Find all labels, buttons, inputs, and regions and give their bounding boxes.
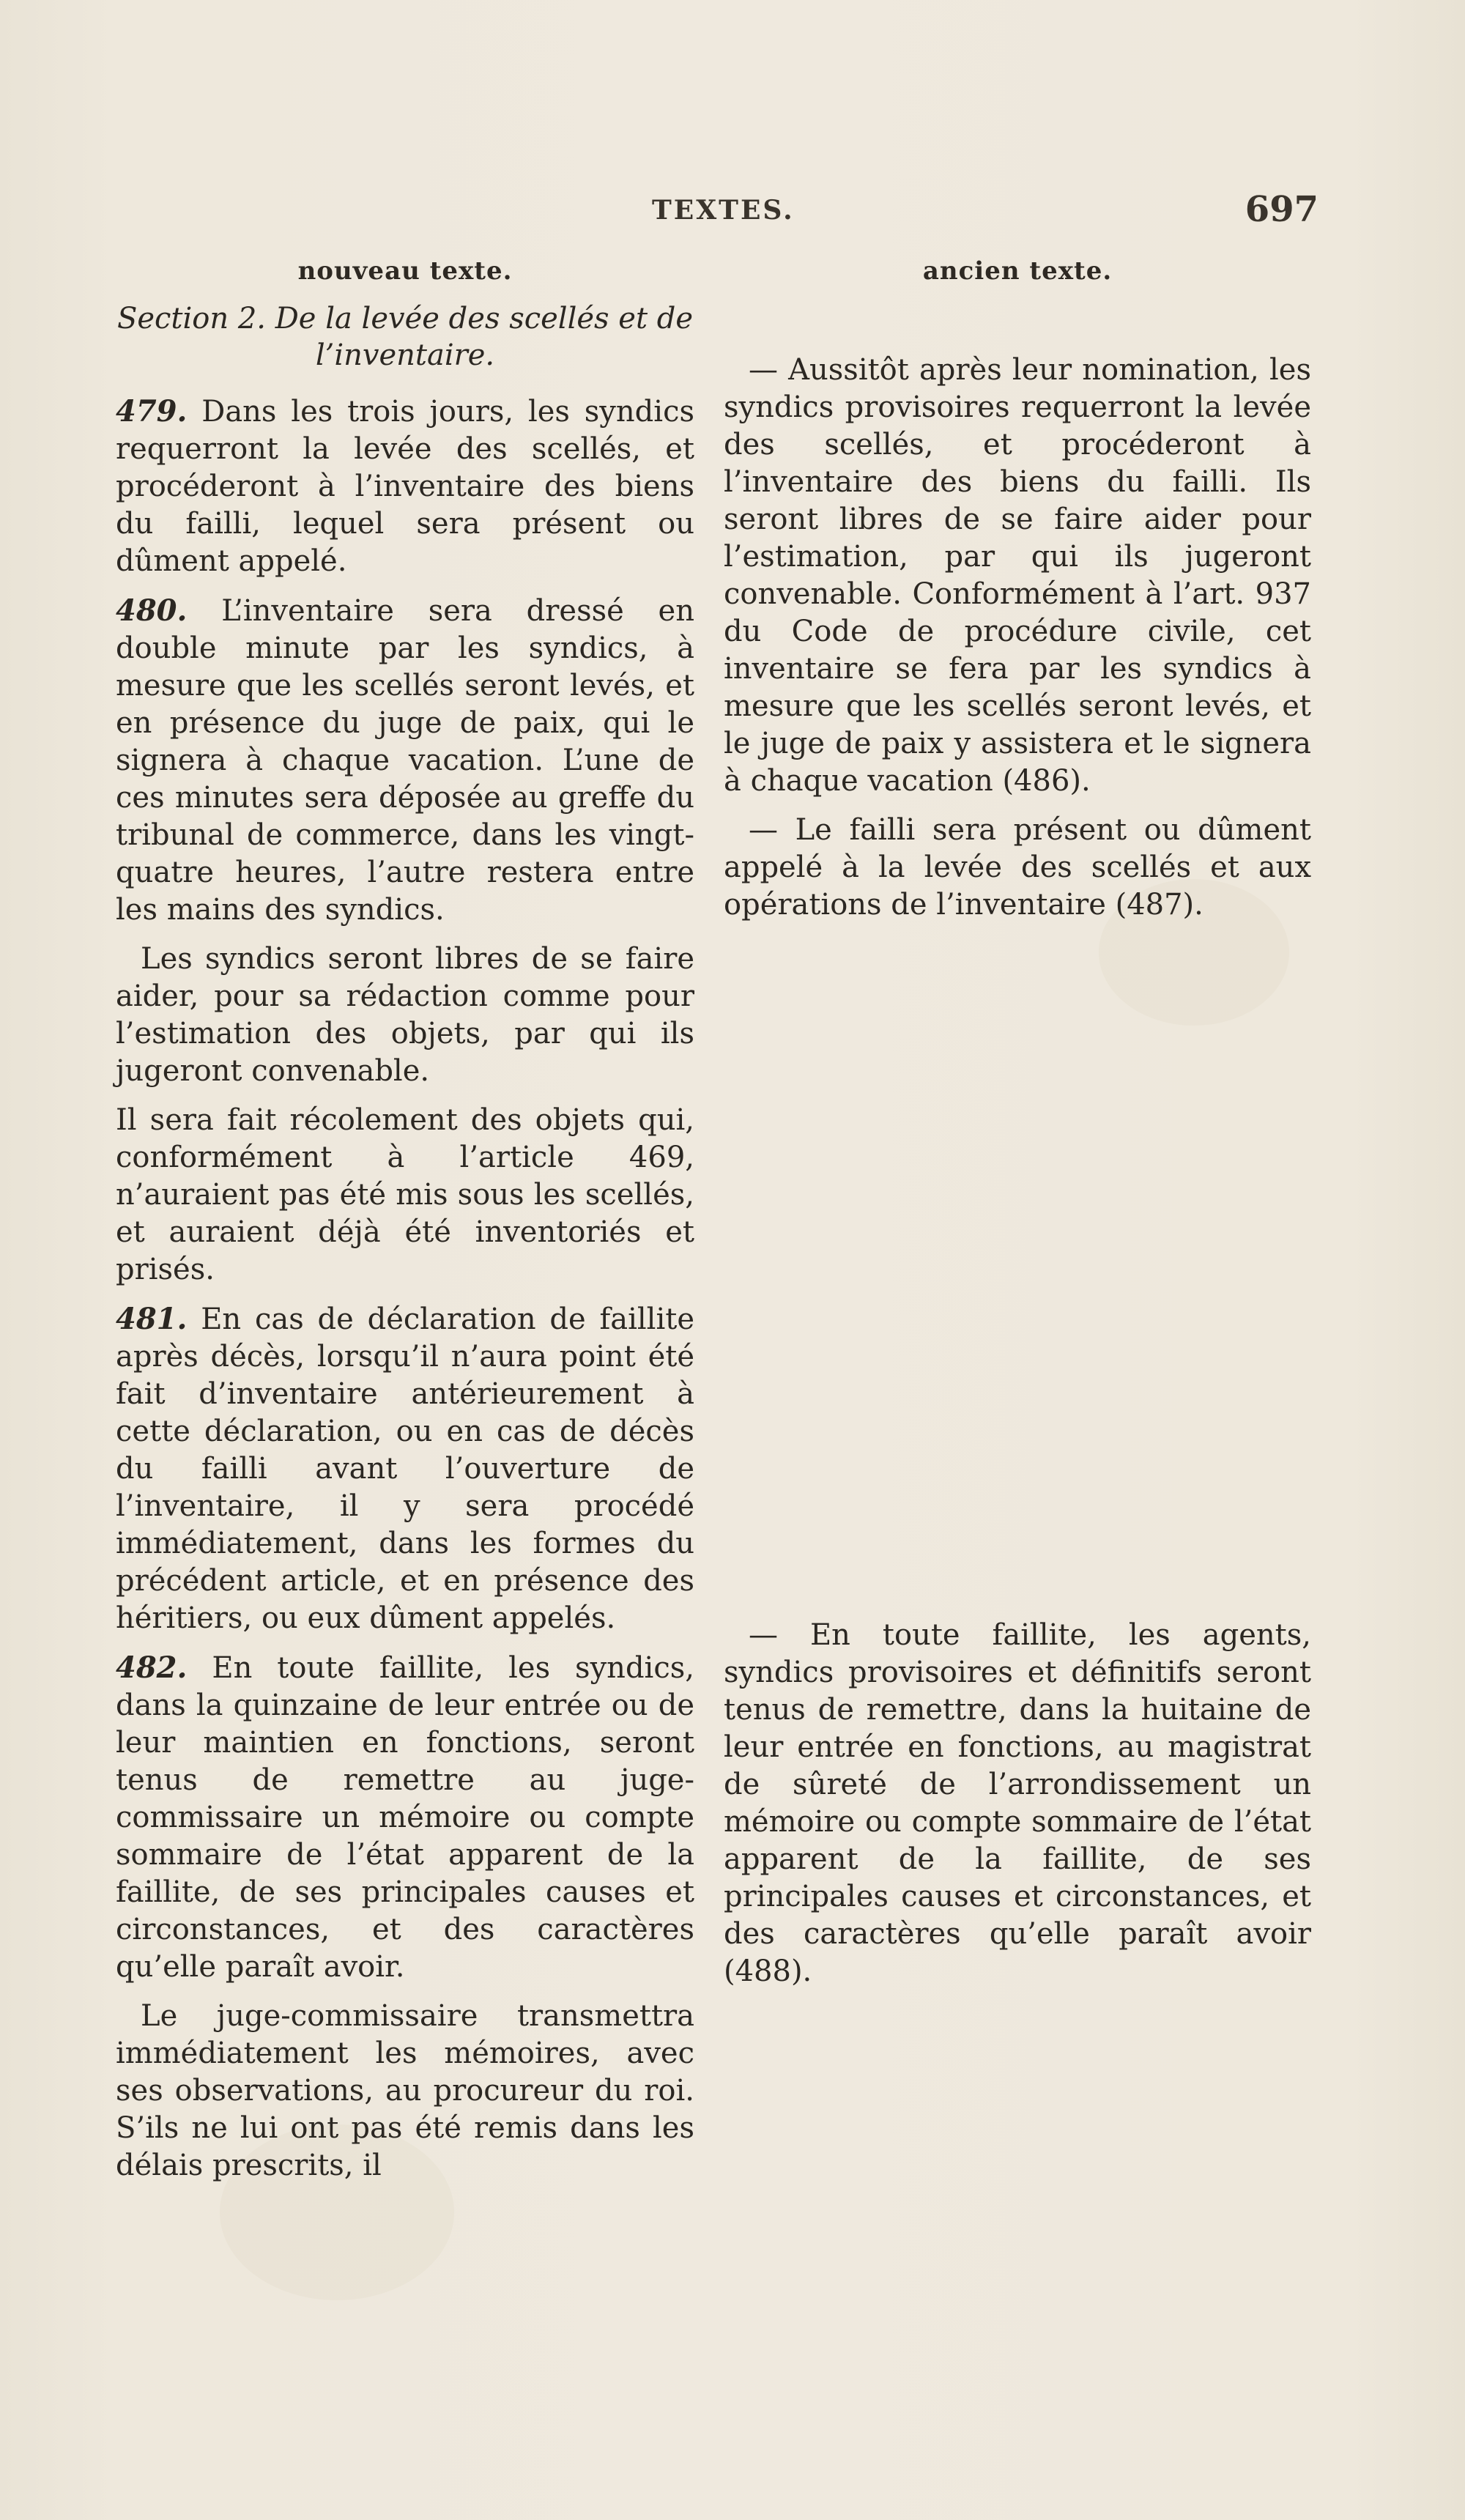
article-text: En cas de déclaration de faillite après décès, lorsqu’il n’aura point été fait d’inventaire antérieurement à cette déclaration, ou en cas de décès du failli avant l’ouverture de l’inventaire, il y sera procédé immédiatement, dans les formes du précédent article, et en présence des héritiers, ou eux dûment appelés. — [116, 1302, 695, 1635]
article-text: L’inventaire sera dressé en double minute par les syndics, à mesure que les scellés seront levés, et en présence du juge de paix, qui le signera à chaque vacation. L’une de ces minutes sera déposée au greffe du tribunal de commerce, dans les vingt-quatre heures, l’autre restera entre les mains des syndics. — [116, 594, 694, 927]
page-number: 697 — [1245, 189, 1318, 230]
old-article-486: — Aussitôt après leur nomination, les syndics provisoires requerront la levée des scellés, et procéderont à l’inventaire des biens du failli. Ils seront libres de se faire aider pour l’estimation, par qui ils jugeront convenable. Conformément à l’art. 937 du Code de procédure civile, cet inventaire se fera par les syndics à mesure que les scellés seront levés, et le juge de paix y assistera et le signera à chaque vacation (486). — [724, 353, 1311, 798]
article-number: 482. — [116, 1650, 188, 1685]
article-482 — [116, 1649, 694, 1986]
column-gap — [724, 935, 1311, 1617]
article-480-paragraph-3: Il sera fait récolement des objets qui, conformément à l’article 469, n’auraient pas été mis sous les scellés, et auraient déjà été inventoriés et prisés. — [116, 1103, 694, 1286]
article-480 — [116, 592, 694, 929]
old-article-488: — En toute faillite, les agents, syndics provisoires et définitifs seront tenus de remettre, dans la huitaine de leur entrée en fonctions, au magistrat de sûreté de l’arrondissement un mémoire ou compte sommaire de l’état apparent de la faillite, de ses principales causes et circonstances, et des caractères qu’elle paraît avoir (488). — [724, 1618, 1311, 1988]
article-479 — [116, 393, 694, 580]
page-header — [110, 189, 1318, 233]
section-title: Section 2. De la levée des scellés et de l’inventaire. — [116, 302, 694, 372]
article-number: 481. — [116, 1302, 188, 1336]
article-480-paragraph-2: Les syndics seront libres de se faire aider, pour sa rédaction comme pour l’estimation des objets, par qui ils jugeront convenable. — [116, 942, 694, 1088]
running-head: TEXTES. — [652, 195, 795, 226]
article-text: Dans les trois jours, les syndics requerront la levée des scellés, et procéderont à l’inventaire des biens du failli, lequel sera présent ou dûment appelé. — [116, 395, 694, 578]
article-482-paragraph-2: Le juge-commissaire transmettra immédiatement les mémoires, avec ses observations, au procureur du roi. S’ils ne lui ont pas été remis dans les délais prescrits, il — [116, 1999, 694, 2182]
section-spacer — [724, 300, 1311, 352]
article-text: En toute faillite, les syndics, dans la quinzaine de leur entrée ou de leur maintien en fonctions, seront tenus de remettre au juge-commissaire un mémoire ou compte sommaire de l’état apparent de la faillite, de ses principales causes et circonstances, et des caractères qu’elle paraît avoir. — [116, 1651, 694, 1984]
article-481 — [116, 1300, 694, 1637]
right-column-old-text — [724, 256, 1311, 2002]
left-column-heading: nouveau texte. — [297, 256, 513, 286]
right-column-heading: ancien texte. — [922, 256, 1113, 286]
article-number: 479. — [116, 394, 188, 429]
old-article-487: — Le failli sera présent ou dûment appelé à la levée des scellés et aux opérations de l’inventaire (487). — [724, 813, 1311, 922]
article-number: 480. — [116, 593, 188, 628]
left-column-new-text — [116, 256, 694, 2196]
